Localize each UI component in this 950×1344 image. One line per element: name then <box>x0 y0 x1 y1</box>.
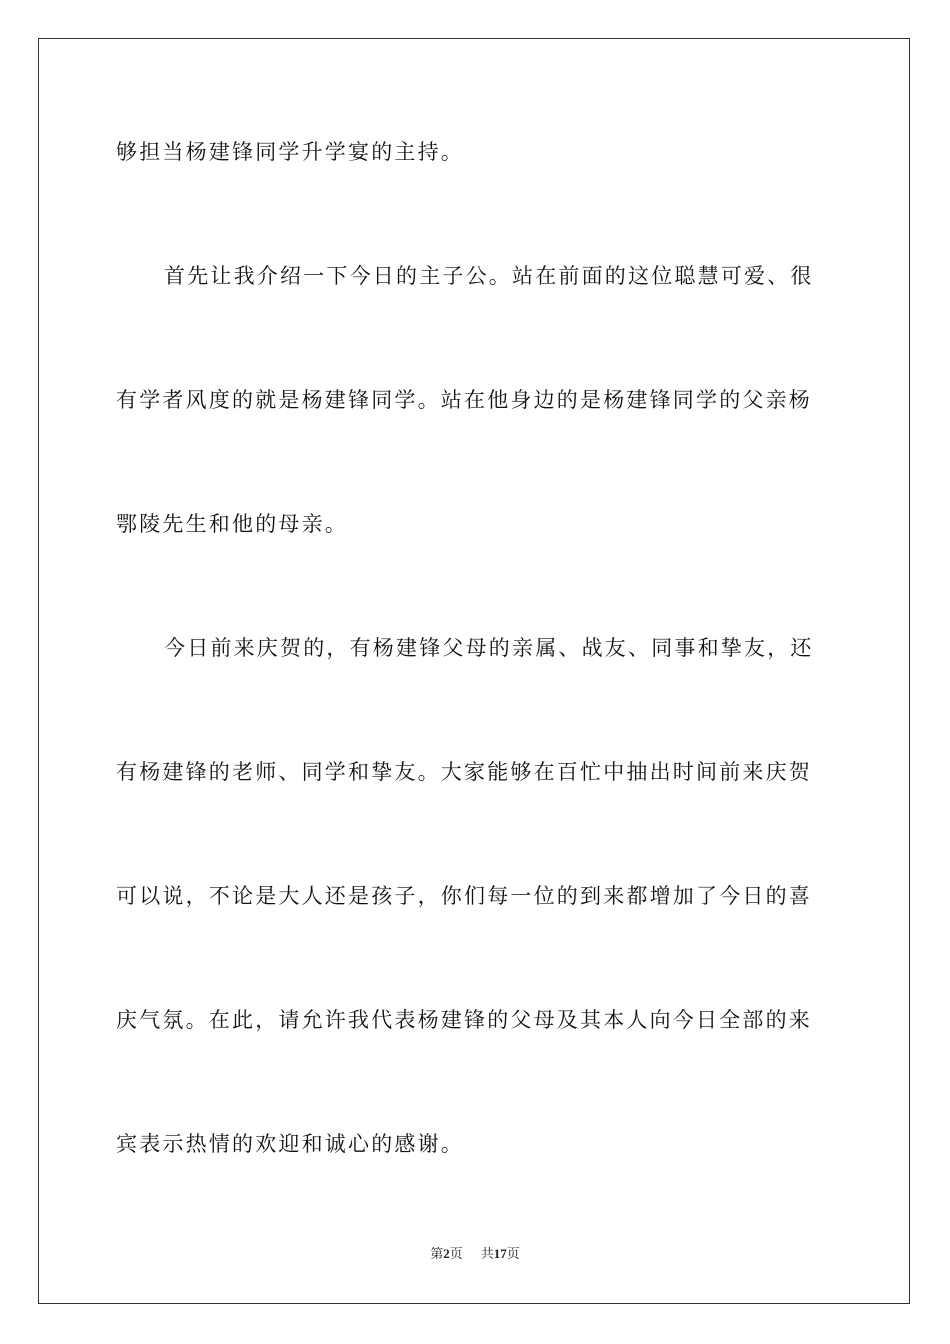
page-prefix: 第 <box>430 1247 444 1262</box>
total-suffix: 页 <box>506 1247 520 1262</box>
paragraph-line-9: 宾表示热情的欢迎和诚心的感谢。 <box>116 1132 464 1156</box>
total-pages: 17 <box>493 1246 507 1261</box>
paragraph-line-5: 今日前来庆贺的，有杨建锋父母的亲属、战友、同事和挚友，还 <box>164 636 814 660</box>
paragraph-line-7: 可以说，不论是大人还是孩子，你们每一位的到来都增加了今日的喜 <box>116 884 812 908</box>
paragraph-line-8: 庆气氛。在此，请允许我代表杨建锋的父母及其本人向今日全部的来 <box>116 1008 812 1032</box>
page-border <box>38 38 910 1304</box>
total-prefix: 共 <box>480 1247 494 1262</box>
paragraph-line-1: 够担当杨建锋同学升学宴的主持。 <box>116 140 464 164</box>
paragraph-line-4: 鄂陵先生和他的母亲。 <box>116 512 348 536</box>
page-footer <box>0 1245 950 1264</box>
page-suffix: 页 <box>449 1247 463 1262</box>
paragraph-line-2: 首先让我介绍一下今日的主子公。站在前面的这位聪慧可爱、很 <box>164 264 814 288</box>
page-number: 2 <box>443 1246 450 1261</box>
paragraph-line-3: 有学者风度的就是杨建锋同学。站在他身边的是杨建锋同学的父亲杨 <box>116 388 812 412</box>
paragraph-line-6: 有杨建锋的老师、同学和挚友。大家能够在百忙中抽出时间前来庆贺 <box>116 760 812 784</box>
